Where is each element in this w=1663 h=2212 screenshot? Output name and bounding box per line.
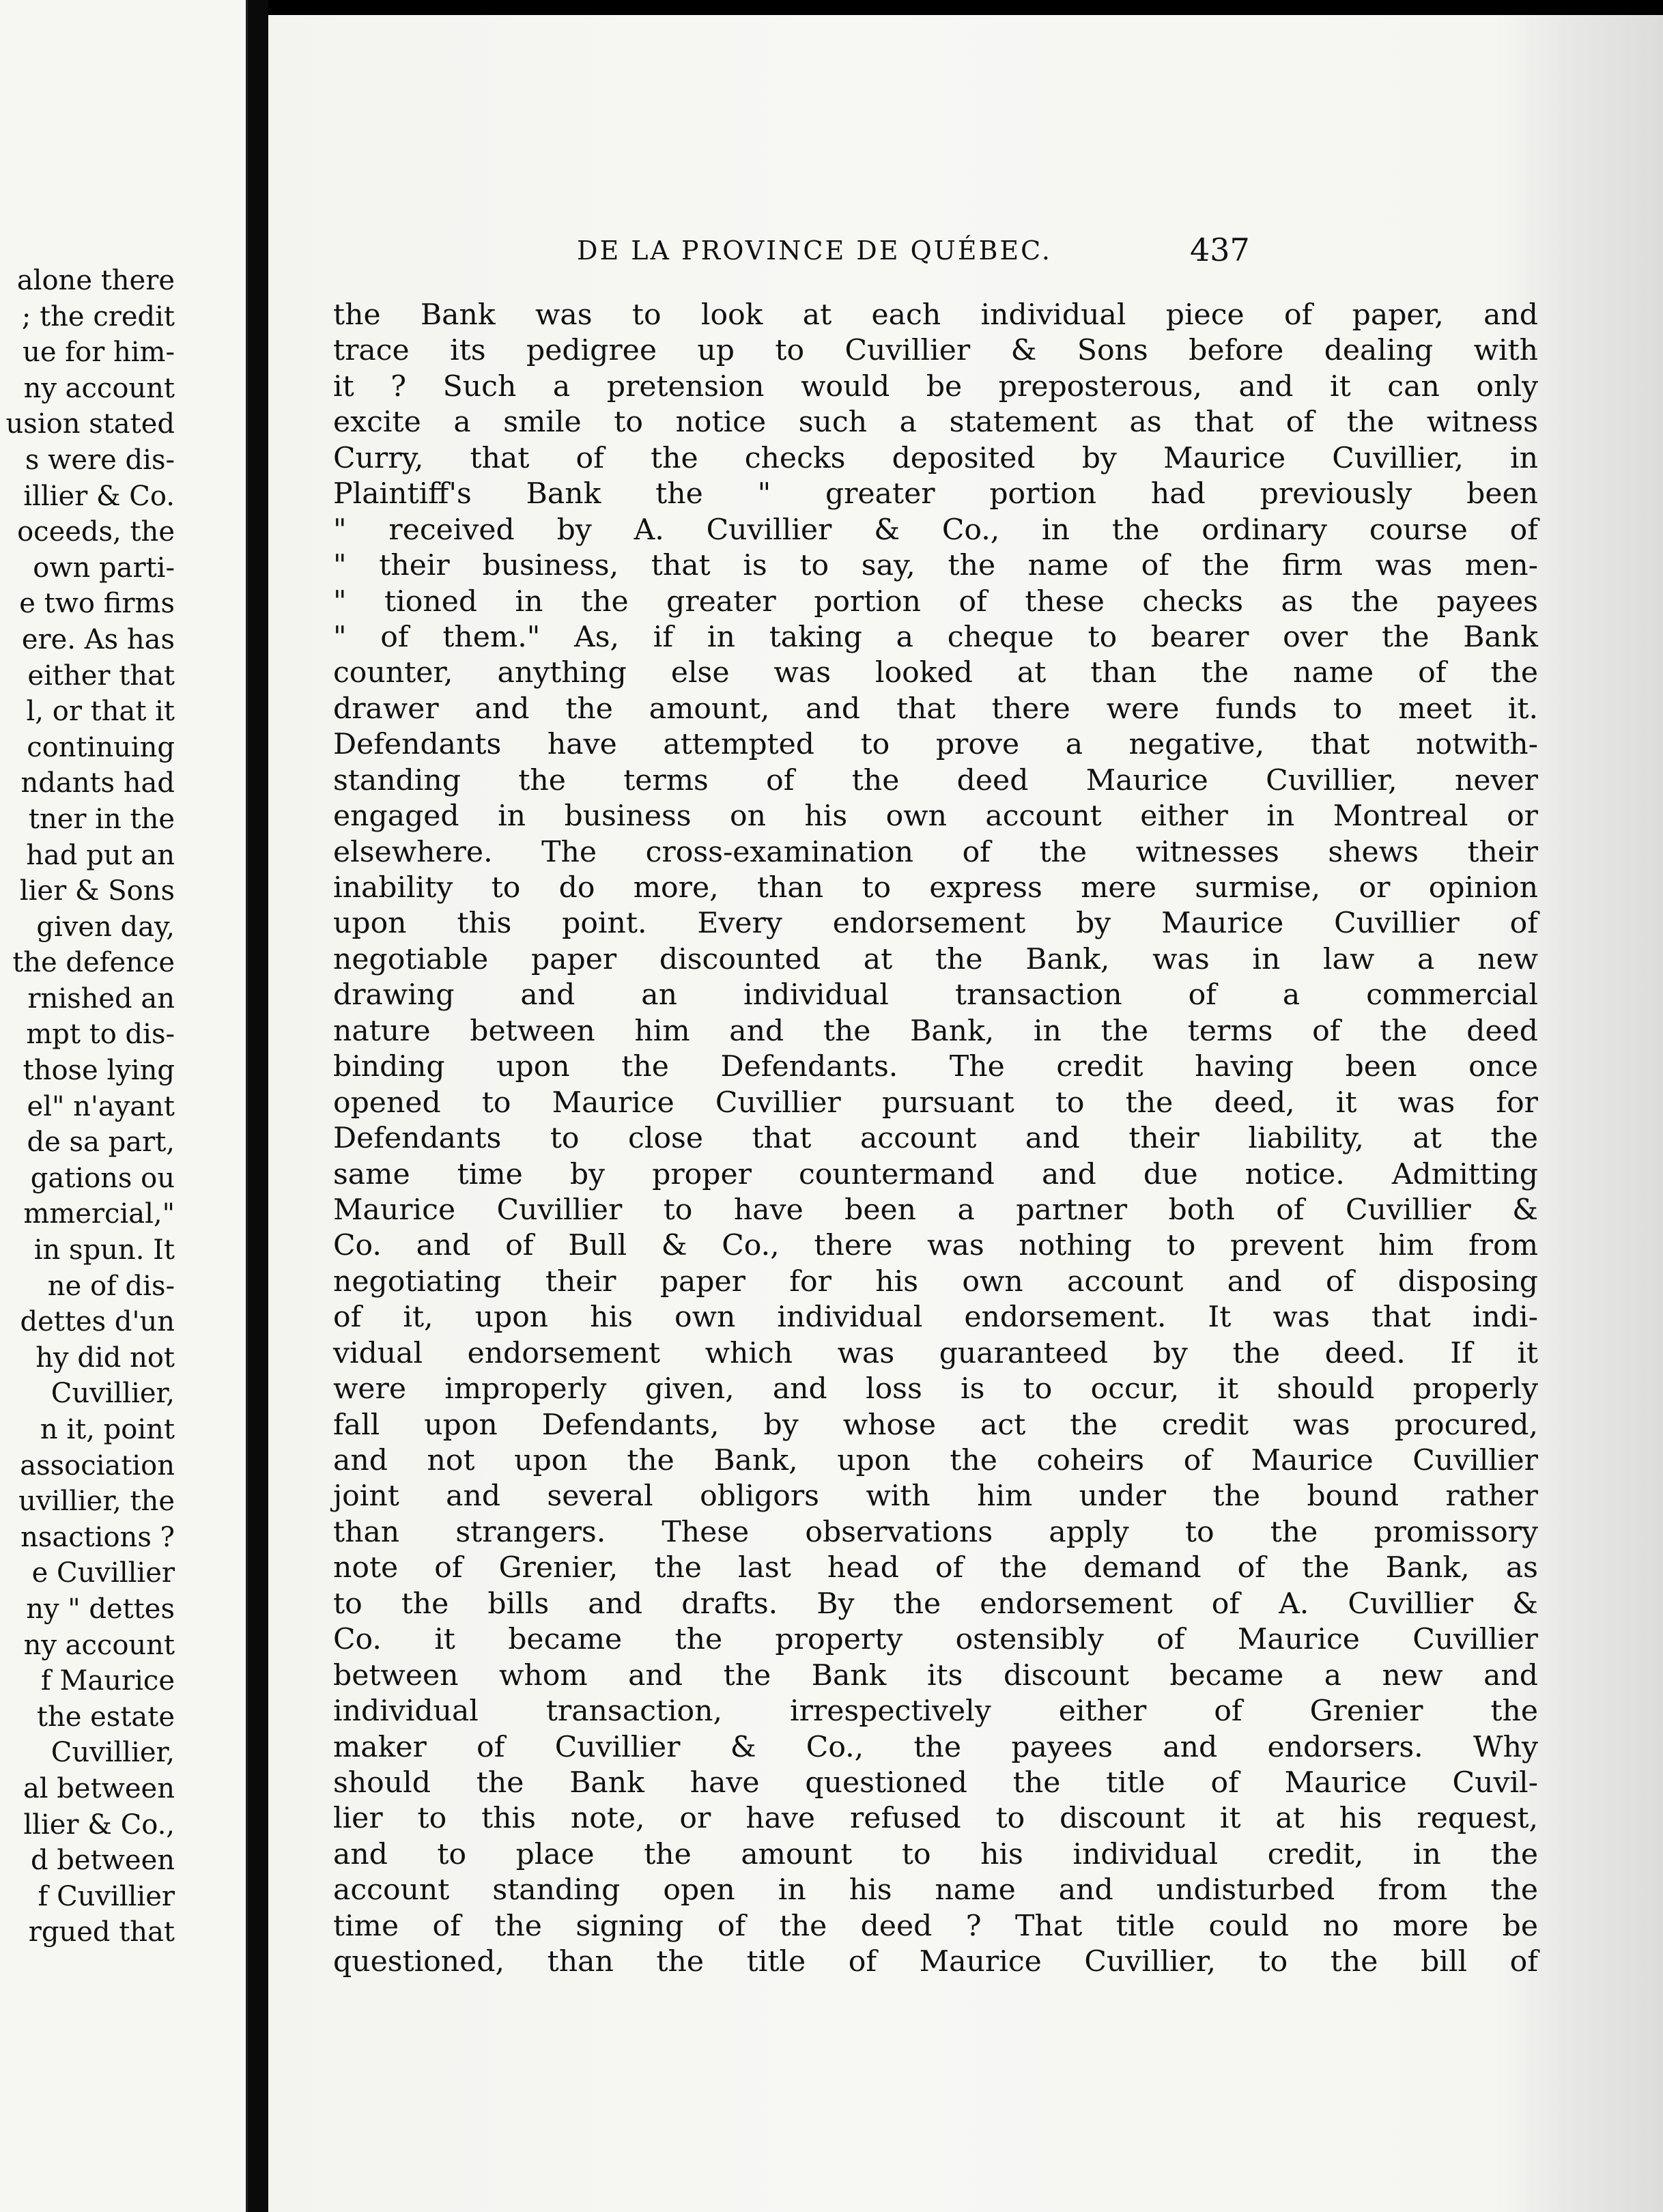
body-line: opened to Maurice Cuvillier pursuant to the deed, it was for <box>333 1086 1538 1120</box>
body-line: inability to do more, than to express mere surmise, or opinion <box>333 871 1538 905</box>
body-line: it ? Such a pretension would be preposterous, and it can only <box>333 369 1538 403</box>
body-line: note of Grenier, the last head of the demand of the Bank, as <box>333 1551 1538 1585</box>
left-page-line: illier & Co. <box>23 480 175 512</box>
body-line: and not upon the Bank, upon the coheirs of Maurice Cuvillier <box>333 1444 1538 1477</box>
left-page-line: Cuvillier, <box>51 1737 175 1769</box>
left-page-line: rnished an <box>27 982 175 1015</box>
left-page-line: Cuvillier, <box>51 1378 175 1410</box>
body-line: " their business, that is to say, the name of the firm was men- <box>333 549 1538 583</box>
left-page-line: had put an <box>26 839 175 871</box>
left-page-line: given day, <box>36 911 175 943</box>
body-line: Co. it became the property ostensibly of Maurice Cuvillier <box>333 1623 1538 1657</box>
body-line: " received by A. Cuvillier & Co., in the ordinary course of <box>333 513 1538 547</box>
body-line: binding upon the Defendants. The credit having been once <box>333 1050 1538 1084</box>
left-page-line: ny account <box>23 1629 175 1661</box>
left-page-line: mpt to dis- <box>26 1019 175 1051</box>
left-page-line: nsactions ? <box>20 1521 175 1553</box>
left-page-line: ue for him- <box>23 337 175 369</box>
body-line: Maurice Cuvillier to have been a partner both of Cuvillier & <box>333 1193 1538 1227</box>
right-page <box>268 15 1663 2212</box>
left-page-line: in spun. It <box>33 1234 175 1266</box>
body-line: fall upon Defendants, by whose act the credit was procured, <box>333 1408 1538 1442</box>
body-line: questioned, than the title of Maurice Cuvillier, to the bill of <box>333 1945 1538 1979</box>
body-line: time of the signing of the deed ? That title could no more be <box>333 1909 1538 1943</box>
left-page-line: s were dis- <box>25 444 175 476</box>
body-line: of it, upon his own individual endorsement. It was that indi- <box>333 1301 1538 1335</box>
body-line: Plaintiff's Bank the " greater portion had previously been <box>333 477 1538 511</box>
body-line: " tioned in the greater portion of these checks as the payees <box>333 584 1538 619</box>
body-line: Curry, that of the checks deposited by Maurice Cuvillier, in <box>333 441 1538 475</box>
book-gutter <box>248 0 268 2212</box>
left-page-line: n it, point <box>40 1414 175 1445</box>
page-header <box>268 223 1663 268</box>
left-page-line: rgued that <box>28 1916 175 1948</box>
left-page-line: de sa part, <box>27 1126 175 1159</box>
body-line: upon this point. Every endorsement by Maurice Cuvillier of <box>333 907 1538 941</box>
body-line: account standing open in his name and undisturbed from the <box>333 1873 1538 1908</box>
body-text <box>333 298 1538 1981</box>
left-page-line: tner in the <box>28 803 175 835</box>
body-line: were improperly given, and loss is to occur, it should properly <box>333 1372 1538 1406</box>
body-line: individual transaction, irrespectively either of Grenier the <box>333 1695 1538 1729</box>
left-page-line: ny account <box>23 372 175 404</box>
body-line: engaged in business on his own account either in Montreal or <box>333 799 1538 834</box>
left-page-text <box>0 265 246 1953</box>
body-line: Defendants to close that account and their liability, at the <box>333 1122 1538 1156</box>
left-page-line: f Cuvillier <box>38 1880 175 1912</box>
body-line: maker of Cuvillier & Co., the payees and endorsers. Why <box>333 1730 1538 1764</box>
page-number: 437 <box>1190 231 1250 268</box>
left-page-line: hy did not <box>35 1342 175 1374</box>
body-line: and to place the amount to his individual credit, in the <box>333 1837 1538 1871</box>
left-page-line: ny " dettes <box>26 1593 175 1625</box>
left-facing-page <box>0 0 248 2212</box>
left-page-line: ne of dis- <box>47 1270 175 1302</box>
body-line: the Bank was to look at each individual piece of paper, and <box>333 298 1538 332</box>
left-page-line: the estate <box>36 1701 175 1733</box>
left-page-line: gations ou <box>30 1162 175 1194</box>
body-line: counter, anything else was looked at than the name of the <box>333 656 1538 690</box>
body-line: " of them." As, if in taking a cheque to bearer over the Bank <box>333 620 1538 654</box>
body-line: should the Bank have questioned the title of Maurice Cuvil- <box>333 1766 1538 1800</box>
body-line: standing the terms of the deed Maurice Cuvillier, never <box>333 763 1538 797</box>
left-page-line: dettes d'un <box>20 1306 175 1338</box>
running-title: DE LA PROVINCE DE QUÉBEC. <box>577 236 1052 266</box>
left-page-line: e two firms <box>19 588 175 620</box>
left-page-line: own parti- <box>33 552 175 584</box>
left-page-line: ndants had <box>20 767 175 799</box>
body-line: vidual endorsement which was guaranteed by the deed. If it <box>333 1336 1538 1370</box>
left-page-line: al between <box>23 1772 175 1804</box>
left-page-line: ; the credit <box>21 300 175 332</box>
left-page-line: alone there <box>16 265 175 296</box>
left-page-line: lier & Sons <box>19 875 175 907</box>
body-line: nature between him and the Bank, in the terms of the deed <box>333 1014 1538 1048</box>
left-page-line: e Cuvillier <box>31 1557 175 1589</box>
left-page-line: usion stated <box>5 408 175 440</box>
body-line: drawer and the amount, and that there were funds to meet it. <box>333 692 1538 726</box>
body-line: negotiating their paper for his own account and of disposing <box>333 1264 1538 1299</box>
left-page-line: d between <box>30 1845 175 1877</box>
left-page-line: llier & Co., <box>23 1809 175 1841</box>
left-page-line: those lying <box>23 1055 175 1087</box>
body-line: between whom and the Bank its discount became a new and <box>333 1658 1538 1692</box>
body-line: joint and several obligors with him under the bound rather <box>333 1479 1538 1514</box>
left-page-line: l, or that it <box>26 696 175 728</box>
left-page-line: association <box>20 1449 175 1481</box>
left-page-line: the defence <box>12 947 175 979</box>
left-page-line: either that <box>27 660 175 692</box>
body-line: negotiable paper discounted at the Bank, was in law a new <box>333 942 1538 976</box>
left-page-line: el" n'ayant <box>27 1090 175 1122</box>
left-page-line: oceeds, the <box>17 516 175 548</box>
body-line: trace its pedigree up to Cuvillier & Sons before dealing with <box>333 334 1538 368</box>
left-page-line: f Maurice <box>40 1665 175 1697</box>
body-line: lier to this note, or have refused to discount it at his request, <box>333 1802 1538 1836</box>
body-line: Defendants have attempted to prove a negative, that notwith- <box>333 728 1538 762</box>
left-page-line: mmercial," <box>23 1198 175 1230</box>
body-line: elsewhere. The cross-examination of the witnesses shews their <box>333 835 1538 869</box>
body-line: same time by proper countermand and due notice. Admitting <box>333 1157 1538 1191</box>
left-page-line: uvillier, the <box>18 1486 175 1518</box>
body-line: drawing and an individual transaction of a commercial <box>333 978 1538 1012</box>
left-page-line: ere. As has <box>21 623 175 655</box>
body-line: to the bills and drafts. By the endorsement of A. Cuvillier & <box>333 1587 1538 1621</box>
body-line: excite a smile to notice such a statement as that of the witness <box>333 406 1538 440</box>
left-page-line: continuing <box>27 731 175 763</box>
body-line: Co. and of Bull & Co., there was nothing to prevent him from <box>333 1229 1538 1263</box>
body-line: than strangers. These observations apply to the promissory <box>333 1515 1538 1549</box>
